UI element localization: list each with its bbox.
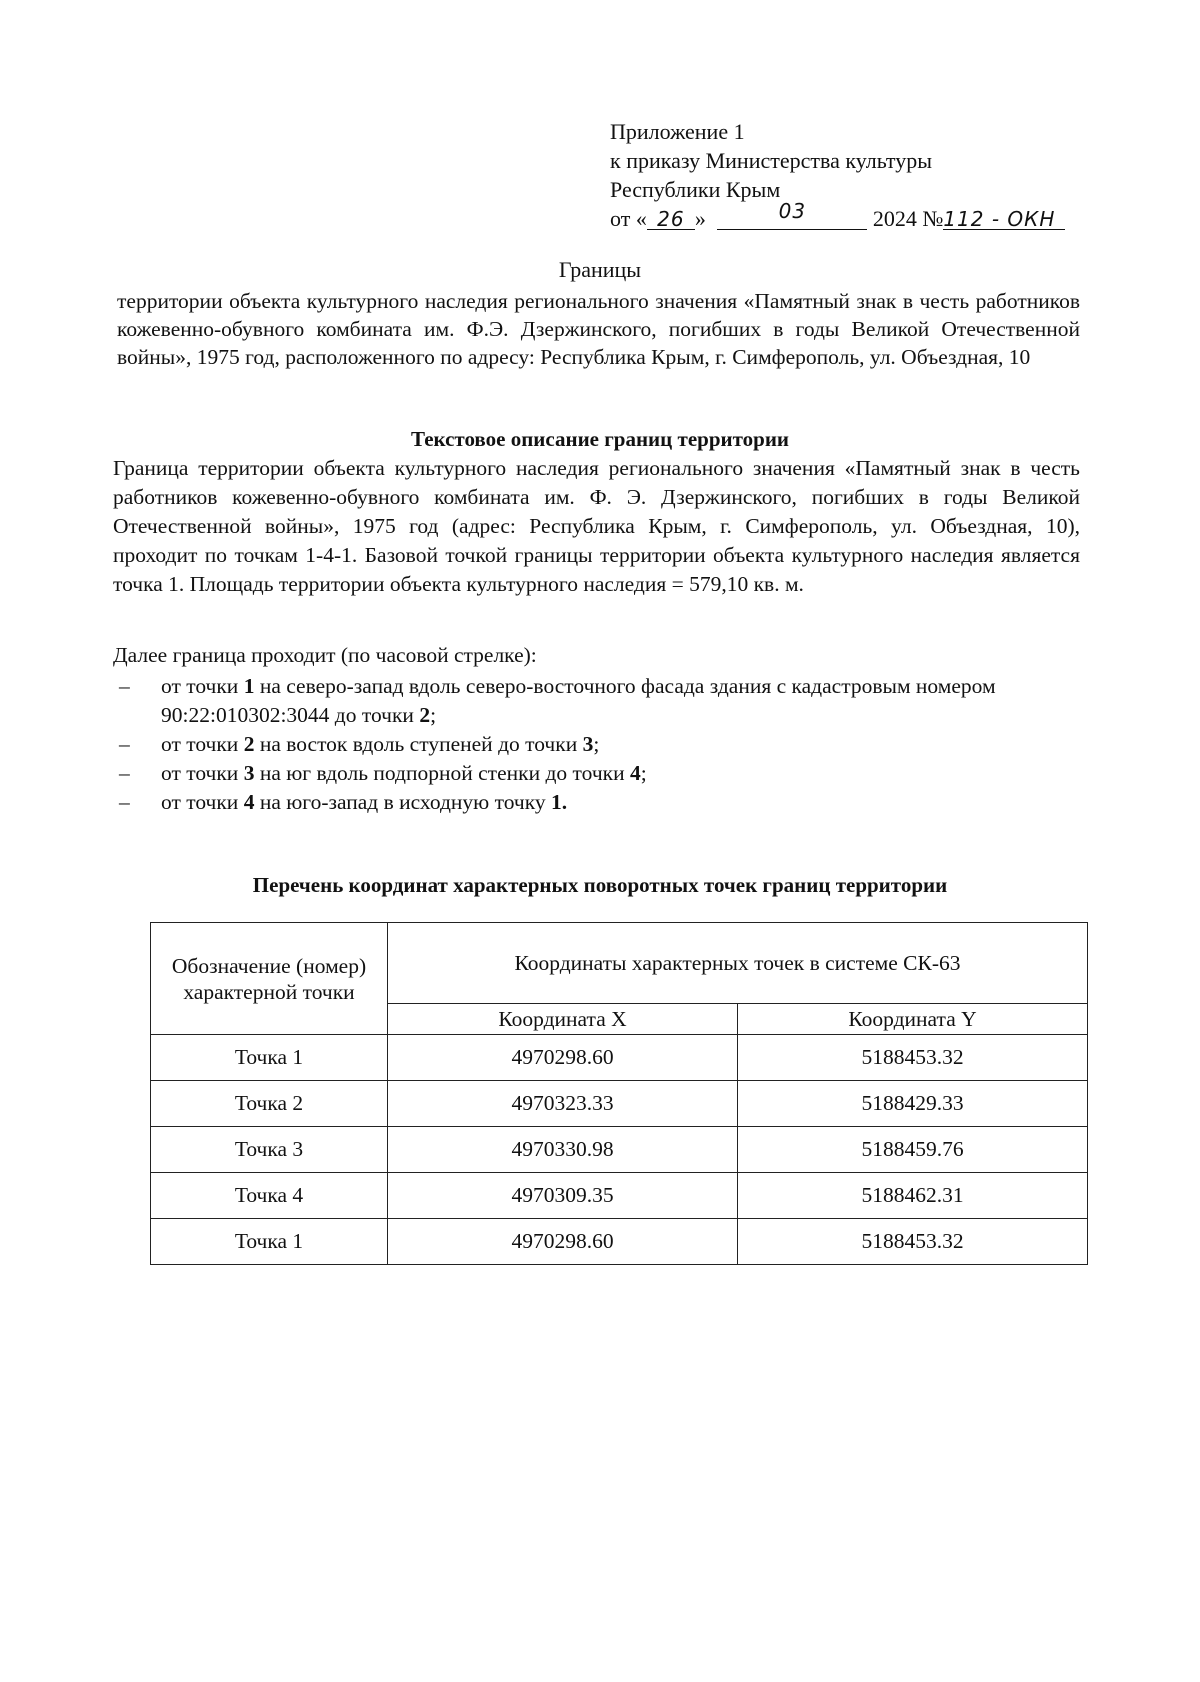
cell-y: 5188459.76	[738, 1127, 1088, 1173]
year-label: 2024 №	[872, 206, 944, 231]
day-handwritten: 26	[657, 207, 685, 231]
cell-y: 5188429.33	[738, 1081, 1088, 1127]
annex-order-ref: к приказу Министерства культуры	[610, 148, 933, 173]
table-row	[151, 1173, 1088, 1219]
annex-date-line	[610, 199, 1080, 233]
document-title: Границы	[558, 257, 642, 282]
dash-bullet: –	[119, 761, 130, 785]
route-step: – от точки 1 на северо-запад вдоль северо-восточного фасада здания с кадастровым номером 90:22:010302:3044 до точки 2;	[119, 674, 996, 727]
month-handwritten: 03	[778, 199, 807, 223]
cell-x: 4970309.35	[388, 1173, 738, 1219]
month-field	[717, 199, 867, 230]
description-body: Граница территории объекта культурного наследия регионального значения «Памятный знак в честь работников кожевенно-обувного комбината им. Ф. Э. Дзержинского, погибших в годы Великой Отечественной войны», 1975 год (адрес: Республика Крым, г. Симферополь, ул. Объездная, 10), проходит по точкам 1-4-1. Базовой точкой границы территории объекта культурного наследия является точка 1. Площадь территории объекта культурного наследия = 579,10 кв. м.	[113, 456, 1080, 596]
route-step: – от точки 4 на юго-запад в исходную точку 1.	[113, 788, 1080, 817]
table-row	[151, 1081, 1088, 1127]
cell-point: Точка 1	[151, 1219, 388, 1265]
cell-point: Точка 2	[151, 1081, 388, 1127]
annex-title: Приложение 1	[610, 119, 745, 144]
dash-bullet: –	[119, 790, 130, 814]
cell-y: 5188462.31	[738, 1173, 1088, 1219]
cell-y: 5188453.32	[738, 1219, 1088, 1265]
date-prefix: от «	[610, 206, 647, 231]
dash-bullet: –	[119, 674, 130, 698]
header-y: Координата Y	[738, 1004, 1088, 1035]
table-row	[151, 1035, 1088, 1081]
cell-x: 4970298.60	[388, 1219, 738, 1265]
dash-bullet: –	[119, 732, 130, 756]
day-close: »	[694, 206, 706, 231]
header-coordinate-system: Координаты характерных точек в системе СК-63	[388, 923, 1088, 1004]
number-handwritten: 112 - ОКН	[943, 207, 1056, 231]
route-step: – от точки 3 на юг вдоль подпорной стенки до точки 4;	[113, 759, 1080, 788]
annex-header	[610, 117, 1080, 233]
cell-point: Точка 1	[151, 1035, 388, 1081]
coordinates-heading: Перечень координат характерных поворотных точек границ территории	[252, 873, 948, 897]
coordinates-table	[150, 922, 1088, 1265]
table-row	[151, 1127, 1088, 1173]
cell-x: 4970323.33	[388, 1081, 738, 1127]
header-x: Координата X	[388, 1004, 738, 1035]
cell-x: 4970330.98	[388, 1127, 738, 1173]
number-field	[943, 209, 1065, 230]
route-intro: Далее граница проходит (по часовой стрелке):	[113, 643, 537, 667]
annex-republic: Республики Крым	[610, 177, 781, 202]
cell-x: 4970298.60	[388, 1035, 738, 1081]
cell-point: Точка 3	[151, 1127, 388, 1173]
header-point-label: Обозначение (номер) характерной точки	[151, 923, 388, 1035]
cell-point: Точка 4	[151, 1173, 388, 1219]
description-heading: Текстовое описание границ территории	[410, 427, 790, 451]
route-steps	[113, 672, 1080, 817]
cell-y: 5188453.32	[738, 1035, 1088, 1081]
table-row	[151, 1219, 1088, 1265]
document-subtitle: территории объекта культурного наследия регионального значения «Памятный знак в честь работников кожевенно-обувного комбината им. Ф.Э. Дзержинского, погибших в годы Великой Отечественной войны», 1975 год, расположенного по адресу: Республика Крым, г. Симферополь, ул. Объездная, 10	[117, 289, 1080, 369]
route-step: – от точки 2 на восток вдоль ступеней до точки 3;	[113, 730, 1080, 759]
day-field	[647, 209, 695, 230]
